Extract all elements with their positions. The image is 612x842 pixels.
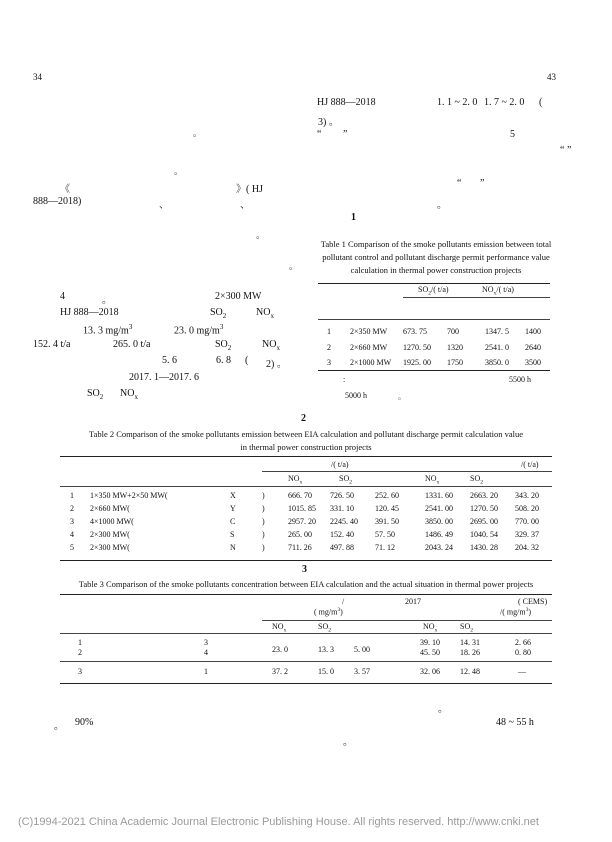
text-fragment: 、 [159, 200, 169, 211]
table-rule-top [60, 594, 552, 595]
text-fragment: 。 [193, 128, 203, 138]
table-cell: 331. 10 [330, 504, 354, 513]
text-fragment: 23. 0 $mg/m^3$ [174, 323, 224, 337]
text-fragment: $NO_x$ [120, 388, 138, 401]
table-cell: 2×300 MW( [90, 530, 130, 539]
column-header: $NO_x$ [423, 622, 438, 634]
table-cell: ) [262, 504, 265, 513]
table-rule-sub [262, 471, 552, 472]
table-cell: 13. 3 [318, 645, 334, 654]
table-cell: 1×350 MW+2×50 MW( [90, 491, 168, 500]
column-header: $SO_2$ [470, 474, 484, 486]
table-cell: 12. 48 [460, 667, 480, 676]
column-header: $NO_x$ [272, 622, 287, 634]
text-fragment: 48 ~ 55 h [496, 717, 534, 728]
table-cell: 1750 [447, 358, 463, 367]
copyright-footer: (C)1994-2021 China Academic Journal Electronic Publishing House. All rights reserved. http://www.cnki.net [18, 816, 539, 828]
table-cell: 1925. 00 [403, 358, 431, 367]
text-fragment: ( [539, 97, 543, 108]
text-fragment: “ ” [560, 145, 572, 156]
table-cell: 2695. 00 [470, 517, 498, 526]
column-header: 2017 [405, 597, 421, 606]
table-cell: 3 [204, 638, 208, 647]
table-cell: 2541. 00 [425, 504, 453, 513]
table-caption: Table 2 Comparison of the smoke pollutants emission between EIA calculation and pollutant discharge permit calculation value in thermal power construction projects [88, 429, 524, 452]
table-cell: 1430. 28 [470, 543, 498, 552]
column-header: /( t/a) [331, 460, 349, 469]
table-cell: 1347. 5 [485, 327, 509, 336]
table-cell: 5. 00 [354, 645, 370, 654]
text-fragment: 。 [289, 261, 299, 271]
column-header: / [342, 597, 345, 606]
table-cell: 2640 [525, 343, 541, 352]
text-fragment: ” [343, 129, 348, 140]
table-cell: 4×1000 MW( [90, 517, 134, 526]
table-cell: 1 [70, 491, 74, 500]
table-cell: 2245. 40 [330, 517, 358, 526]
table-cell: 2×1000 MW [350, 358, 392, 367]
table-cell: 3500 [525, 358, 541, 367]
text-fragment: 。 [256, 230, 266, 240]
text-fragment: 2017. 1—2017. 6 [129, 372, 199, 383]
table-rule-header [60, 633, 552, 634]
table-cell: 3850. 0 [485, 358, 509, 367]
table-cell: 1320 [447, 343, 463, 352]
table-number: 1 [351, 212, 356, 223]
column-header: ( CEMS) [518, 597, 548, 606]
table-cell: 2957. 20 [288, 517, 316, 526]
text-fragment: $SO_2$ [210, 307, 227, 320]
column-header: $SO_2$ [460, 622, 474, 634]
table-cell: 2541. 0 [485, 343, 509, 352]
table-cell: 1015. 85 [288, 504, 316, 513]
text-fragment: ( [245, 355, 249, 366]
text-fragment: “ [457, 178, 462, 189]
column-header: $SO_2$ [318, 622, 332, 634]
text-fragment: HJ 888—2018 [317, 97, 376, 108]
table-cell: 2×300 MW( [90, 543, 130, 552]
table-cell: 1 [78, 638, 82, 647]
table-number: 2 [301, 413, 306, 424]
text-fragment: 152. 4 t/a [33, 339, 71, 350]
table-cell: 2 [70, 504, 74, 513]
table-rule-top [60, 456, 552, 457]
table-cell: 120. 45 [375, 504, 399, 513]
table-cell: 15. 0 [318, 667, 334, 676]
column-header: $NO_x$ [425, 474, 440, 486]
table-cell: 5 [70, 543, 74, 552]
table-cell: 14. 31 [460, 638, 480, 647]
table-cell: 726. 50 [330, 491, 354, 500]
table-cell: Y [230, 504, 236, 513]
table-cell: X [230, 491, 236, 500]
column-header: $SO_2$ [339, 474, 353, 486]
table-cell: C [230, 517, 236, 526]
table-cell: 329. 37 [515, 530, 539, 539]
table-rule-bottom [318, 370, 550, 371]
text-fragment: HJ 888—2018 [60, 307, 119, 318]
text-fragment: 《 [60, 184, 70, 195]
table-cell: 2 [78, 648, 82, 657]
table-cell: 2043. 24 [425, 543, 453, 552]
text-fragment: 。 [343, 737, 353, 748]
table-rule-mid [60, 661, 552, 662]
table-note: 。 [398, 392, 406, 401]
text-fragment: $SO_2$ [87, 388, 104, 401]
table-rule-top [318, 283, 550, 284]
table-cell: 1 [327, 327, 331, 336]
text-fragment: “ [317, 129, 322, 140]
text-fragment: 。 [174, 166, 184, 176]
table-cell: 2×350 MW [350, 327, 388, 336]
text-fragment: 、 [240, 200, 250, 211]
text-fragment: 4 [60, 291, 65, 302]
table-cell: 3 [327, 358, 331, 367]
column-header: $SO_2/$( t/a) [418, 285, 449, 297]
table-caption: Table 3 Comparison of the smoke pollutants concentration between EIA calculation and the actual situation in thermal power projects [78, 579, 534, 589]
table-rule-header [60, 486, 552, 487]
table-cell: 391. 50 [375, 517, 399, 526]
table-cell: — [518, 667, 526, 676]
text-fragment: 。 [54, 721, 64, 732]
table-cell: 23. 0 [272, 645, 288, 654]
text-fragment: $NO_x$ [262, 339, 280, 352]
table-note: : [343, 375, 346, 384]
table-cell: ) [262, 491, 265, 500]
table-cell: 673. 75 [403, 327, 427, 336]
column-header: $NO_x/$( t/a) [482, 285, 514, 297]
column-header: /( $mg/m^3$) [500, 607, 532, 617]
table-cell: 3 [78, 667, 82, 676]
table-cell: ) [262, 530, 265, 539]
text-fragment: 1. 7 ~ 2. 0 [484, 97, 525, 108]
text-fragment: 3) 。 [318, 117, 339, 128]
table-cell: 700 [447, 327, 459, 336]
page-number-right: 43 [547, 72, 556, 82]
table-cell: N [230, 543, 236, 552]
table-cell: 1400 [525, 327, 541, 336]
text-fragment: 265. 0 t/a [113, 339, 151, 350]
table-cell: 666. 70 [288, 491, 312, 500]
column-header: /( t/a) [521, 460, 539, 469]
table-cell: 4 [70, 530, 74, 539]
text-fragment: 888—2018) [33, 196, 82, 207]
table-cell: 2663. 20 [470, 491, 498, 500]
table-cell: 204. 32 [515, 543, 539, 552]
text-fragment: 5 [510, 129, 515, 140]
page-number-left: 34 [33, 72, 42, 82]
table-cell: 39. 10 [420, 638, 440, 647]
table-rule-bottom [60, 560, 552, 561]
table-cell: 57. 50 [375, 530, 395, 539]
table-cell: 265. 00 [288, 530, 312, 539]
table-cell: 252. 60 [375, 491, 399, 500]
table-cell: 3850. 00 [425, 517, 453, 526]
table-rule-sub [403, 297, 550, 298]
table-cell: 0. 80 [515, 648, 531, 657]
table-cell: 343. 20 [515, 491, 539, 500]
table-cell: 1270. 50 [470, 504, 498, 513]
text-fragment: 2) 。 [266, 359, 287, 370]
text-fragment: 2×300 MW [215, 291, 262, 302]
table-cell: 770. 00 [515, 517, 539, 526]
table-cell: 3. 57 [354, 667, 370, 676]
table-note: 5000 h [345, 391, 367, 400]
table-cell: 508. 20 [515, 504, 539, 513]
table-cell: 497. 88 [330, 543, 354, 552]
table-cell: 1331. 60 [425, 491, 453, 500]
table-cell: 2×660 MW( [90, 504, 130, 513]
table-number: 3 [302, 564, 307, 575]
table-cell: 152. 40 [330, 530, 354, 539]
table-cell: S [230, 530, 235, 539]
table-cell: 711. 26 [288, 543, 312, 552]
table-cell: 37. 2 [272, 667, 288, 676]
table-cell: 3 [70, 517, 74, 526]
table-cell: 2 [327, 343, 331, 352]
text-fragment: 6. 8 [216, 355, 231, 366]
table-rule-bottom [60, 683, 552, 684]
table-cell: 2×660 MW [350, 343, 388, 352]
table-cell: 71. 12 [375, 543, 395, 552]
text-fragment: 。 [438, 704, 448, 715]
table-cell: 45. 50 [420, 648, 440, 657]
table-note: 5500 h [509, 375, 531, 384]
table-cell: 1040. 54 [470, 530, 498, 539]
text-fragment: 》( HJ [236, 184, 263, 195]
text-fragment: 13. 3 $mg/m^3$ [83, 323, 133, 337]
table-cell: 4 [204, 648, 208, 657]
table-cell: ) [262, 517, 265, 526]
text-fragment: $NO_x$ [256, 307, 274, 320]
table-cell: 32. 06 [420, 667, 440, 676]
table-cell: 1270. 50 [403, 343, 431, 352]
text-fragment: 。 [102, 295, 112, 306]
table-cell: 1 [204, 667, 208, 676]
text-fragment: 90% [75, 717, 94, 728]
table-cell: 18. 26 [460, 648, 480, 657]
text-fragment: ” [480, 178, 485, 189]
table-cell: 2. 66 [515, 638, 531, 647]
text-fragment: $SO_2$ [215, 339, 232, 352]
column-header: ( $mg/m^3$) [314, 607, 343, 617]
text-fragment: 1. 1 ~ 2. 0 [437, 97, 478, 108]
table-cell: ) [262, 543, 265, 552]
table-cell: 1486. 49 [425, 530, 453, 539]
table-caption: Table 1 Comparison of the smoke pollutants emission between total pollutant control and pollutant discharge permit performance value calculation in thermal power construction projects [320, 239, 552, 275]
text-fragment: 。 [437, 200, 447, 211]
table-rule-sub [262, 620, 552, 621]
column-header: $NO_x$ [288, 474, 303, 486]
text-fragment: 5. 6 [162, 355, 177, 366]
table-rule-header [318, 319, 550, 320]
